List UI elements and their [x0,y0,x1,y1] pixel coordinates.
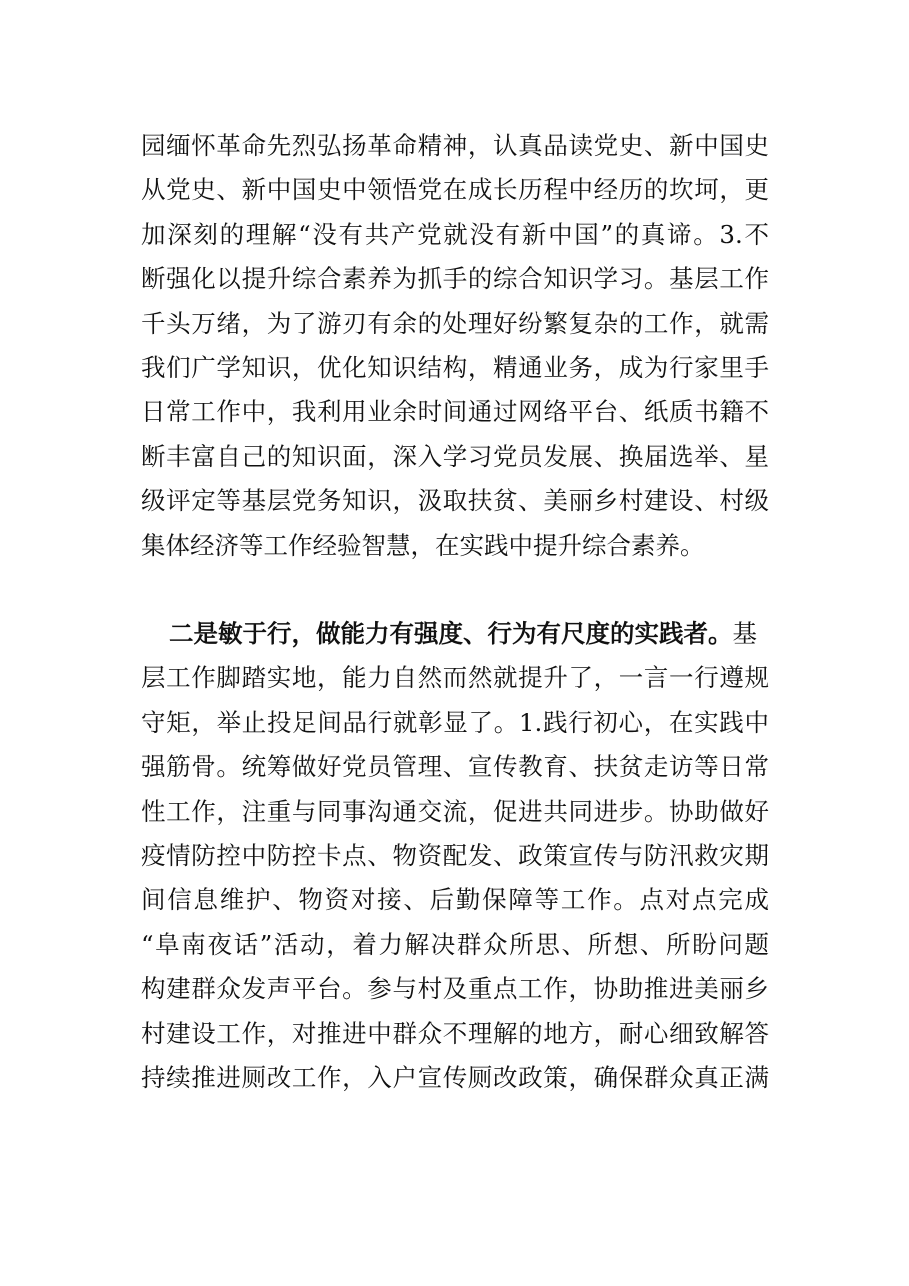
text-line: “阜南夜话”活动，着力解决群众所思、所想、所盼问题 [141,929,769,959]
text-line: 断强化以提升综合素养为抓手的综合知识学习。基层工作 [141,264,769,294]
text-line: 构建群众发声平台。参与村及重点工作，协助推进美丽乡 [141,974,769,1004]
text-line: 级评定等基层党务知识，汲取扶贫、美丽乡村建设、村级 [141,486,769,516]
text-line: 性工作，注重与同事沟通交流，促进共同进步。协助做好 [141,796,769,826]
section-heading: 二是敏于行，做能力有强度、行为有尺度的实践者。 [169,619,733,648]
text-line: 强筋骨。统筹做好党员管理、宣传教育、扶贫走访等日常 [141,752,769,782]
text-line: 持续推进厕改工作，入户宣传厕改政策，确保群众真正满 [141,1062,769,1092]
text-line: 间信息维护、物资对接、后勤保障等工作。点对点完成 [141,885,769,915]
text-line: 日常工作中，我利用业余时间通过网络平台、纸质书籍不 [141,397,769,427]
heading-line [141,612,769,656]
text-line: 村建设工作，对推进中群众不理解的地方，耐心细致解答 [141,1018,769,1048]
paragraph-learning [141,124,769,568]
text-line: 断丰富自己的知识面，深入学习党员发展、换届选举、星 [141,441,769,471]
text-line: 层工作脚踏实地，能力自然而然就提升了，一言一行遵规 [141,663,769,693]
paragraph-practice [141,612,769,1100]
text-line: 园缅怀革命先烈弘扬革命精神，认真品读党史、新中国史 [141,131,769,160]
text-line: 守矩，举止投足间品行就彰显了。1.践行初心，在实践中 [141,707,769,737]
text-line: 我们广学知识，优化知识结构，精通业务，成为行家里手 [141,352,769,382]
text-line: 疫情防控中防控卡点、物资配发、政策宣传与防汛救灾期 [141,840,769,870]
text-line: 从党史、新中国史中领悟党在成长历程中经历的坎坷，更 [141,175,769,205]
text-line: 千头万绪，为了游刃有余的处理好纷繁复杂的工作，就需 [141,308,769,338]
text-line: 集体经济等工作经验智慧，在实践中提升综合素养。 [141,530,705,560]
heading-tail-text: 基 [732,619,757,648]
text-line: 加深刻的理解“没有共产党就没有新中国”的真谛。3.不 [141,219,769,249]
